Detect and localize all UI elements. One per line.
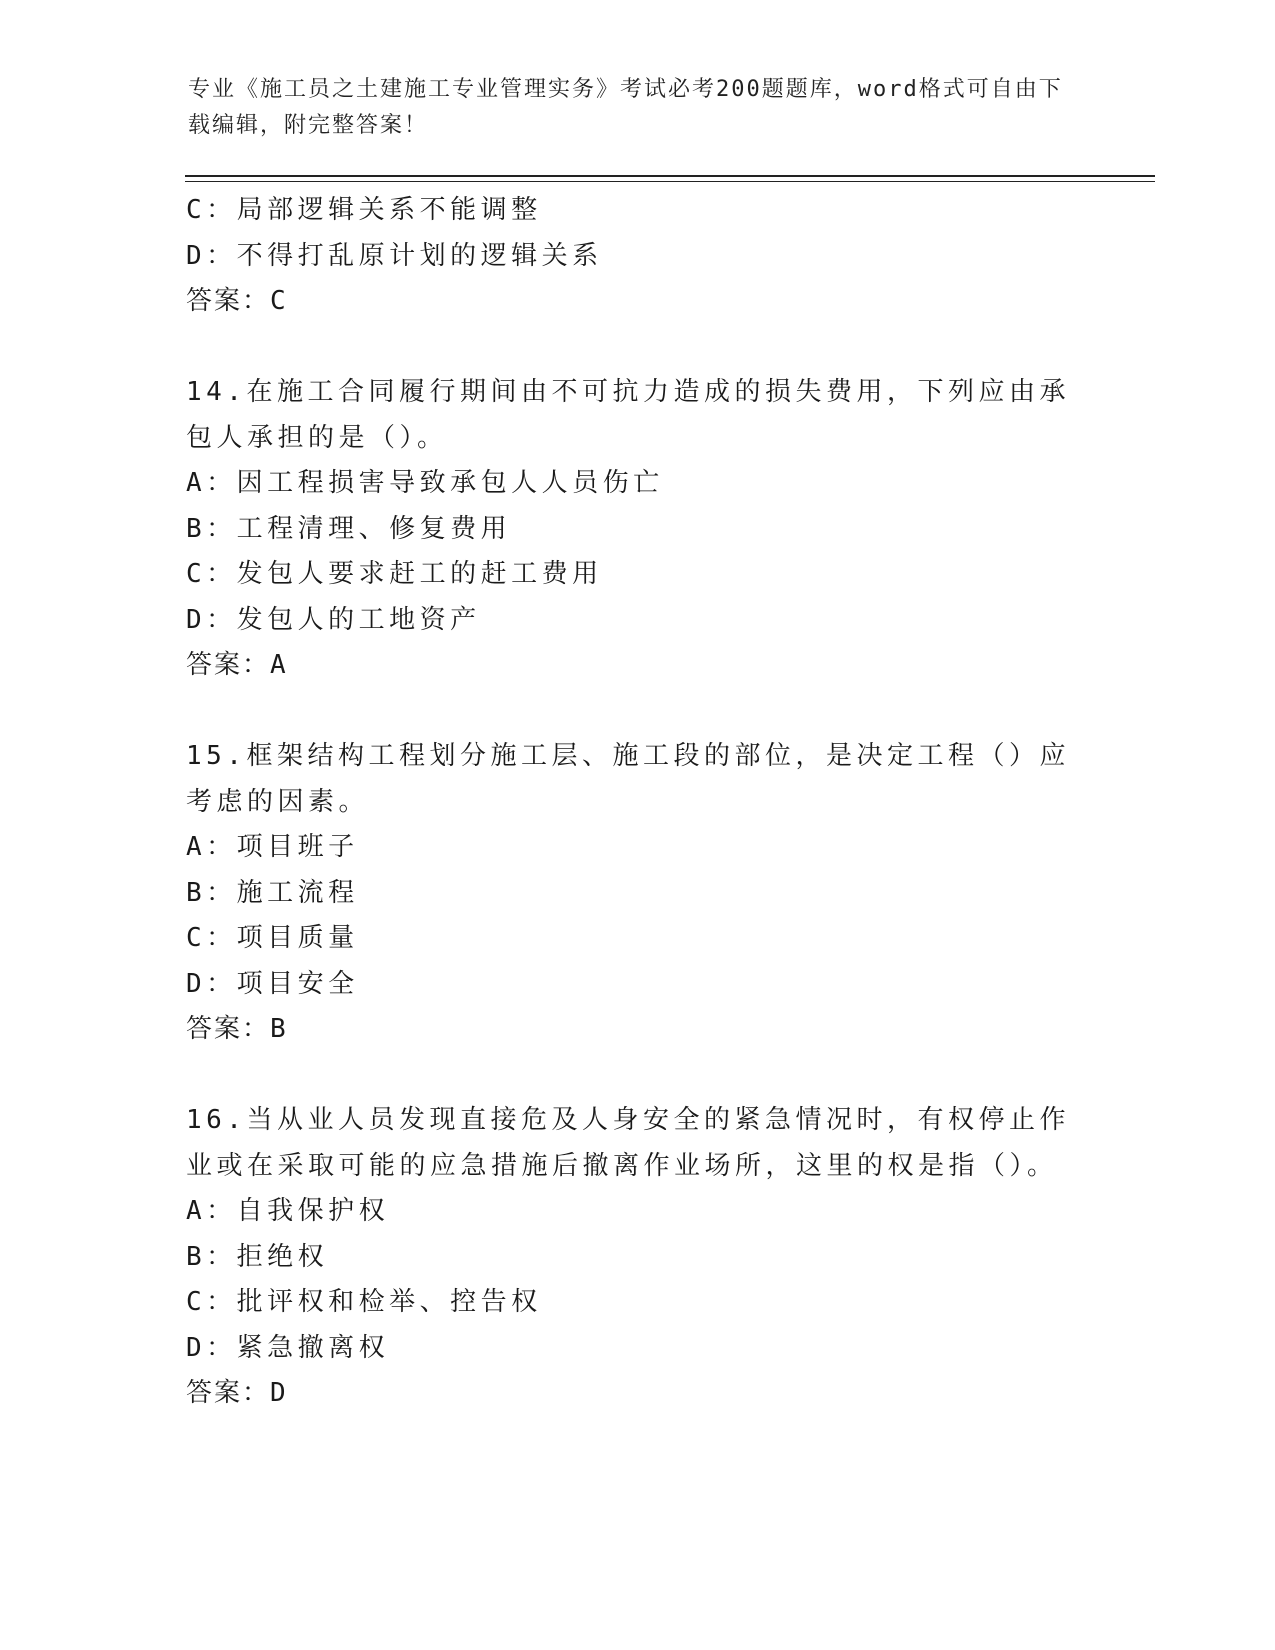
option-b: B：工程清理、修复费用 [186, 513, 512, 544]
option-d: D：紧急撤离权 [186, 1332, 390, 1363]
question-text: 14.在施工合同履行期间由不可抗力造成的损失费用，下列应由承包人承担的是（）。 [186, 377, 1070, 453]
answer: 答案：A [186, 650, 288, 680]
option-c: C：发包人要求赶工的赶工费用 [186, 559, 603, 589]
option-d: D：项目安全 [186, 968, 359, 999]
option-a: A：因工程损害导致承包人人员伤亡 [186, 468, 664, 498]
option-c: C：批评权和检举、控告权 [186, 1287, 542, 1317]
header-divider-thin [185, 181, 1155, 182]
answer: 答案：B [186, 1014, 288, 1044]
option-d: D：不得打乱原计划的逻辑关系 [186, 240, 603, 271]
option-b: B：拒绝权 [186, 1241, 329, 1272]
option-c: C：项目质量 [186, 923, 359, 953]
question-16 [186, 1098, 1086, 1417]
option-c: C：局部逻辑关系不能调整 [186, 195, 542, 225]
header-divider-thick [185, 175, 1155, 177]
option-a: A：项目班子 [186, 832, 359, 862]
prev-question-tail [186, 188, 1086, 325]
question-15 [186, 734, 1086, 1053]
question-text: 15.框架结构工程划分施工层、施工段的部位，是决定工程（）应考虑的因素。 [186, 741, 1070, 817]
page-header: 专业《施工员之土建施工专业管理实务》考试必考200题题库，word格式可自由下载编辑，附完整答案！ [188, 77, 1063, 138]
question-14 [186, 370, 1086, 689]
question-list [186, 188, 1086, 1417]
spacer [186, 1053, 1086, 1099]
option-b: B：施工流程 [186, 877, 359, 908]
option-a: A：自我保护权 [186, 1196, 390, 1226]
question-text: 16.当从业人员发现直接危及人身安全的紧急情况时，有权停止作业或在采取可能的应急措施后撤离作业场所，这里的权是指（）。 [186, 1105, 1070, 1181]
option-d: D：发包人的工地资产 [186, 604, 481, 635]
spacer [186, 325, 1086, 371]
answer: 答案：D [186, 1378, 288, 1408]
spacer [186, 689, 1086, 735]
answer: 答案：C [186, 286, 288, 316]
